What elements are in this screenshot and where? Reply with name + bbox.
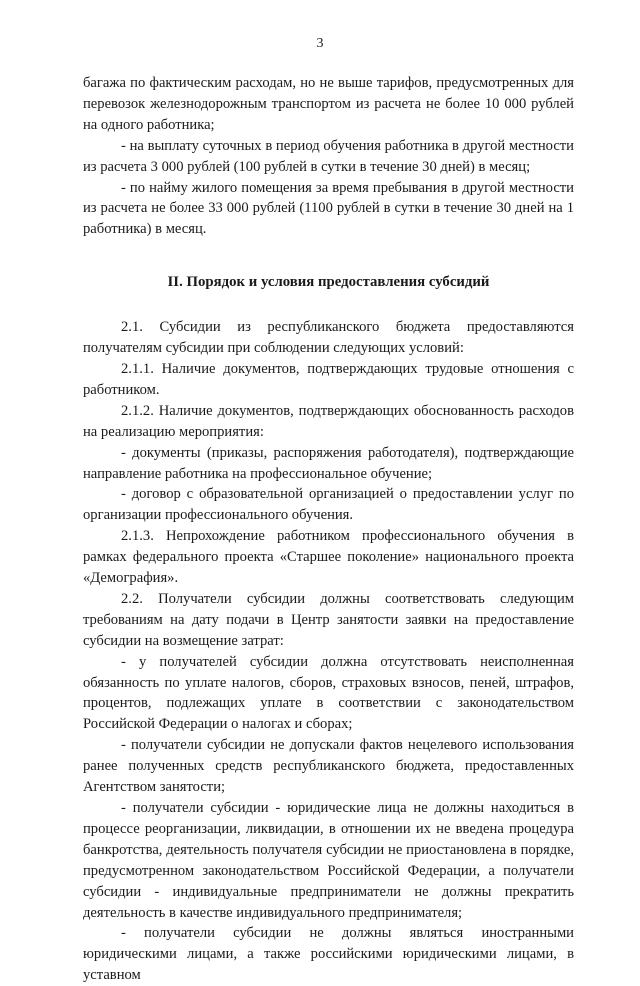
- paragraph: - по найму жилого помещения за время пребывания в другой местности из расчета не более 33 000 рублей (1100 рублей в сутки в течение 30 дней на 1 работника) в месяц.: [83, 179, 574, 238]
- paragraph: - у получателей субсидии должна отсутствовать неисполненная обязанность по уплате налогов, сборов, страховых взносов, пеней, штрафов, процентов, подлежащих уплате в соответствии с законодательством Российской Федерации о налогах и сборах;: [83, 653, 574, 733]
- paragraph: 2.1.1. Наличие документов, подтверждающих трудовые отношения с работником.: [83, 360, 574, 398]
- paragraph: 2.1. Субсидии из республиканского бюджета предоставляются получателям субсидии при соблюдении следующих условий:: [83, 319, 574, 357]
- paragraph: - получатели субсидии не должны являться иностранными юридическими лицами, а также российскими юридическими лицами, в уставном: [83, 925, 574, 984]
- paragraph: 2.1.2. Наличие документов, подтверждающих обоснованность расходов на реализацию мероприятия:: [83, 402, 574, 440]
- document-body: [83, 73, 574, 986]
- page-number: 3: [316, 36, 324, 51]
- paragraph: - договор с образовательной организацией о предоставлении услуг по организации профессионального обучения.: [83, 486, 574, 524]
- paragraph: - получатели субсидии - юридические лица не должны находиться в процессе реорганизации, ликвидации, в отношении их не введена процедура банкротства, деятельность получателя субсидии не приостановлена в порядке, предусмотренном законодательством Российской Федерации, а получатели субсидии - индивидуальные предприниматели не должны прекратить деятельность в качестве индивидуального предпринимателя;: [83, 800, 574, 921]
- paragraph: 2.2. Получатели субсидии должны соответствовать следующим требованиям на дату подачи в Центр занятости заявки на предоставление субсидии на возмещение затрат:: [83, 590, 574, 649]
- section-title: II. Порядок и условия предоставления субсидий: [167, 274, 490, 291]
- paragraph: 2.1.3. Непрохождение работником профессионального обучения в рамках федерального проекта «Старшее поколение» национального проекта «Демография».: [83, 528, 574, 587]
- paragraph: - документы (приказы, распоряжения работодателя), подтверждающие направление работника на профессиональное обучение;: [83, 444, 574, 482]
- paragraph: багажа по фактическим расходам, но не выше тарифов, предусмотренных для перевозок железнодорожным транспортом из расчета не более 10 000 рублей на одного работника;: [83, 75, 574, 133]
- paragraph: - получатели субсидии не допускали фактов нецелевого использования ранее полученных средств республиканского бюджета, предоставленных Агентством занятости;: [83, 737, 574, 796]
- paragraph: - на выплату суточных в период обучения работника в другой местности из расчета 3 000 рублей (100 рублей в сутки в течение 30 дней) в месяц;: [83, 137, 574, 175]
